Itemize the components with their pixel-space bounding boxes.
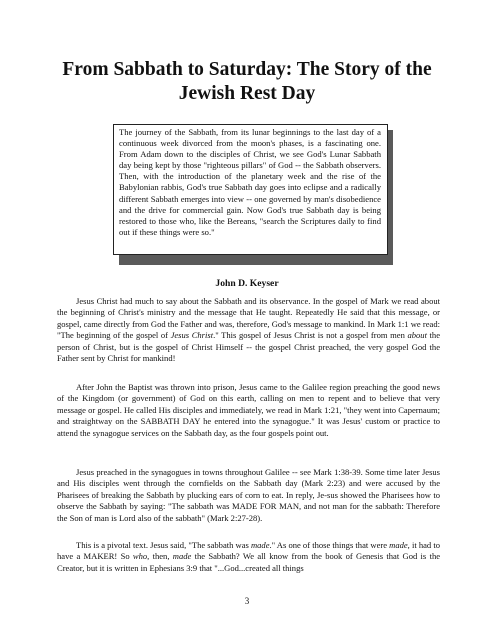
paragraph-1-emphasis: about (407, 330, 427, 341)
paragraph-2: After John the Baptist was thrown into prison, Jesus came to the Galilee region preaching the good news of the Kingdom (or government) of God on this earth, calling on men to repent and to believe that very message or gospel. He called His disciples and immediately, we read in Mark 1:21, "they went into Capernaum; and straightway on the SABBATH DAY he entered into the synagogue." It was Jesus' custom or practice to attend the synagogue services on the Sabbath day, as the four gospels point out. (57, 382, 440, 438)
abstract-box: The journey of the Sabbath, from its lunar beginnings to the last day of a continuous week divorced from the moon's phases, is a fascinating one. From Adam down to the disciples of Christ, we see God's Lunar Sabbath day being kept by those "righteous pillars" of God -- the Sabbath observers. Then, with the introduction of the planetary week and the rise of the Babylonian rabbis, God's true Sabbath day goes into eclipse and a radically different Sabbath emerges into view -- one governed by man's disobedience and the drive for commercial gain. Now God's true Sabbath day is being restored to those who, like the Bereans, "search the Scriptures daily to find out if these things were so." (113, 124, 388, 255)
paragraph-4-text: the Sabbath? We all know from the book of Genesis that God is the Creator, but it is written in Ephesians 3:9 that "...God...created all things (57, 551, 441, 573)
paragraph-4-emphasis: made (172, 551, 192, 562)
paragraph-4-emphasis: who (132, 551, 148, 562)
paragraph-4-emphasis: made (250, 540, 270, 550)
paragraph-3: Jesus preached in the synagogues in towns throughout Galilee -- see Mark 1:38-39. Some time later Jesus and His disciples went through the cornfields on the Sabbath day (Mark 2:23) and were accused by the Pharisees of breaking the Sabbath by plucking ears of corn to eat. In reply, Je-sus showed the Pharisees how to observe the Sabbath by saying: "The sabbath was MADE FOR MAN, and not man for the sabbath: Therefore the Son of man is Lord also of the sabbath" (Mark 2:27-28). (57, 467, 440, 523)
paragraph-4-text: , it had to have a MAKER! So (57, 540, 440, 562)
paragraph-1-text: ." This gospel of Jesus Christ is not a gospel from men (213, 330, 408, 341)
paragraph-4-text: ." As one of those things that were (269, 540, 390, 550)
page-title: From Sabbath to Saturday: The Story of the Jewish Rest Day (62, 59, 432, 104)
page-number: 3 (244, 596, 250, 606)
paragraph-1-text: the person of Christ, but is the gospel of Christ Himself -- the gospel Christ preached, the very gospel God the Father sent by Christ for mankind! (57, 330, 440, 364)
paragraph-1-text: Jesus Christ had much to say about the Sabbath and its observance. In the gospel of Mark we read about the beginning of Christ's ministry and the message that He taught. Repeatedly He said that this message, or gospel, came directly from God the Father and was, therefore, God's message to mankind. In Mark 1:1 we read: "The beginning of the gospel of (57, 296, 440, 341)
paragraph-4-emphasis: made (389, 540, 408, 550)
paragraph-1-emphasis: Jesus Christ (170, 330, 214, 341)
author-name: John D. Keyser (215, 278, 279, 289)
paragraph-4-text: , then, (147, 551, 173, 562)
paragraph-1 (57, 296, 440, 365)
paragraph-4 (57, 540, 440, 574)
paragraph-4-text: This is a pivotal text. Jesus said, "The sabbath was (76, 540, 251, 550)
